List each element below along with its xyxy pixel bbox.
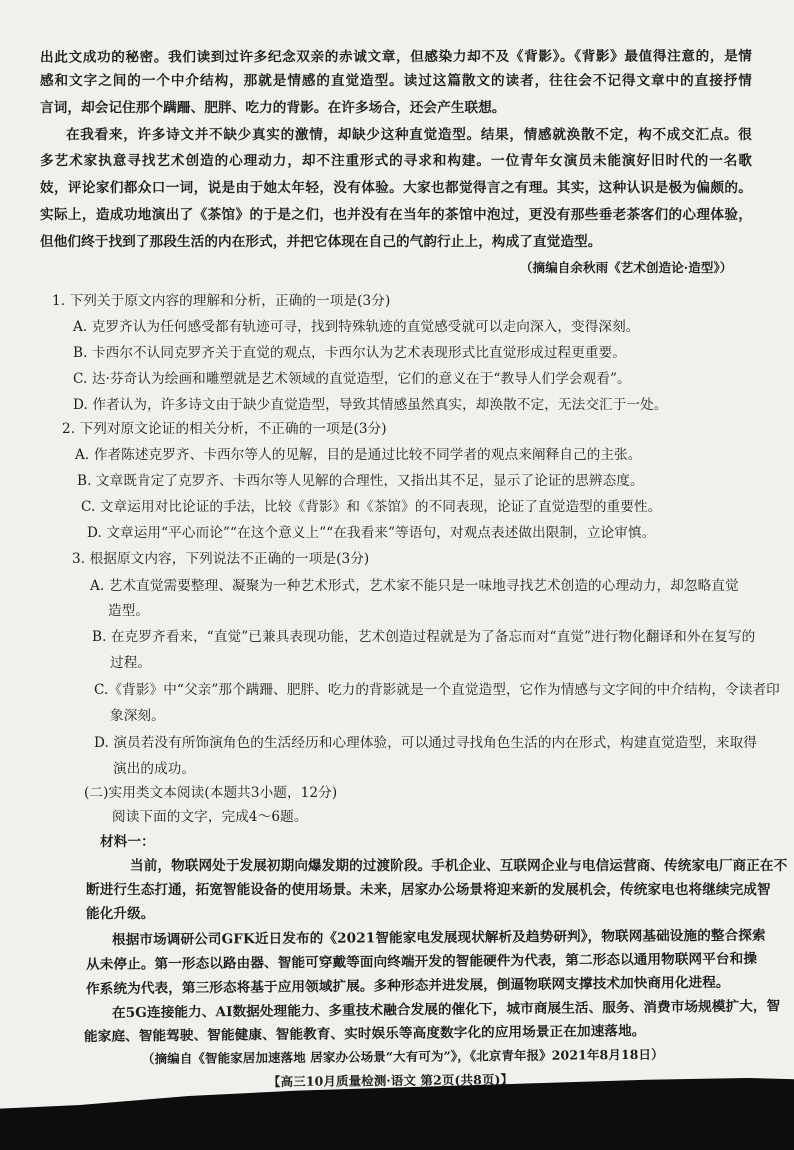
passage-line: 出此文成功的秘密。我们读到过许多纪念双亲的赤诚文章，但感染力却不及《背影》。《背影》最值得注意的，是情	[39, 48, 753, 66]
question-option: C. 文章运用对比论证的手法，比较《背影》和《茶馆》的不同表现，论证了直觉造型的重要性。	[81, 499, 662, 515]
passage-line: 但他们终于找到了那段生活的内在形式，并把它体现在自己的气韵行止上，构成了直觉造型。	[40, 234, 602, 250]
passage-line: 在我看来，许多诗文并不缺少真实的激情，却缺少这种直觉造型。结果，情感就涣散不定，构不成交汇点。很	[66, 127, 752, 143]
passage-line: 妓，评论家们都众口一词，说是由于她太年轻，没有体验。大家也都觉得言之有理。其实，这种认识是极为偏颇的。	[40, 180, 752, 196]
material-line: 当前，物联网处于发展初期向爆发期的过渡阶段。手机企业、互联网企业与电信运营商、传统家电厂商正在不	[130, 858, 788, 874]
question-option: B. 文章既肯定了克罗齐、卡西尔等人见解的合理性，又指出其不足，显示了论证的思辨态度。	[77, 473, 644, 489]
question-option: D. 文章运用“平心而论”“在这个意义上”“在我看来”等语句，对观点表述做出限制，立论审慎。	[87, 525, 656, 541]
material-line: 断进行生态打通，拓宽智能设备的使用场景。未来，居家办公场景将迎来新的发展机会，传统家电也将继续完成智	[86, 882, 771, 898]
material-line: 能化升级。	[86, 906, 155, 922]
passage-line: 多艺术家执意寻找艺术创造的心理动力，却不注重形式的寻求和构建。一位青年女演员未能演好旧时代的一名歌	[40, 153, 752, 169]
question-option-cont: 象深刻。	[110, 708, 165, 724]
passage-line: 言词，却会记住那个蹒跚、肥胖、吃力的背影。在许多场合，还会产生联想。	[40, 100, 506, 116]
question-option: A. 艺术直觉需要整理、凝聚为一种艺术形式，艺术家不能只是一味地寻找艺术创造的心理动力，却忽略直觉	[90, 578, 739, 594]
question-stem: 1. 下列关于原文内容的理解和分析，正确的一项是(3分)	[52, 293, 391, 309]
material-line: 在5G连接能力、AI数据处理能力、多重技术融合发展的催化下，城市商展生活、服务、消费市场规模扩大，智	[111, 998, 781, 1022]
passage-source: （摘编自余秋雨《艺术创造论·造型》）	[520, 260, 733, 275]
question-option: A. 克罗齐认为任何感受都有轨迹可寻，找到特殊轨迹的直觉感受就可以走向深入，变得深刻。	[73, 319, 640, 335]
passage-line: 感和文字之间的一个中介结构，那就是情感的直觉造型。读过这篇散文的读者，往往会不记得文章中的直接抒情	[40, 73, 752, 89]
question-option-cont: 造型。	[108, 603, 150, 619]
question-stem: 2. 下列对原文论证的相关分析，不正确的一项是(3分)	[62, 421, 387, 437]
section-heading: (二)实用类文本阅读(本题共3小题，12分)	[84, 785, 338, 801]
question-stem: 3. 根据原文内容，下列说法不正确的一项是(3分)	[72, 551, 370, 567]
question-option: C. 达·芬奇认为绘画和雕塑就是艺术领域的直觉造型，它们的意义在于“教导人们学会观看”。	[73, 371, 631, 387]
passage-line: 实际上，造成功地演出了《茶馆》的于是之们，也并没有在当年的茶馆中泡过，更没有那些垂老茶客们的心理体验，	[40, 207, 752, 223]
section-instruction: 阅读下面的文字，完成4～6题。	[112, 809, 308, 825]
question-option-cont: 演出的成功。	[113, 761, 196, 777]
page-footer: 【高三10月质量检测·语文 第2页(共8页)】	[267, 1071, 514, 1090]
question-option: D. 演员若没有所饰演角色的生活经历和心理体验，可以通过寻找角色生活的内在形式，构建直觉造型，来取得	[94, 735, 757, 751]
question-option: B. 在克罗齐看来，“直觉”已兼具表现功能，艺术创造过程就是为了备忘而对“直觉”进行物化翻译和外在复写的	[92, 629, 756, 645]
material-line: 作系统为代表，第三形态将基于应用领域扩展。多种形态并进发展，倒逼物联网支撑技术加快商用化进程。	[85, 974, 730, 998]
material-label: 材料一：	[100, 834, 155, 850]
material-line: 从未停止。第一形态以路由器、智能可穿戴等面向终端开发的智能硬件为代表，第二形态以通用物联网平台和操	[85, 950, 758, 973]
question-option: B. 卡西尔不认同克罗齐关于直觉的观点，卡西尔认为艺术表现形式比直觉形成过程更重要。	[73, 345, 626, 361]
material-source: （摘编自《智能家居加速落地 居家办公场景“大有可为”》，《北京青年报》2021年8月18日）	[141, 1046, 664, 1067]
material-line: 能家庭、智能驾驶、智能健康、智能教育、实时娱乐等高度数字化的应用场景正在加速落地。	[83, 1023, 646, 1045]
material-line: 根据市场调研公司GFK近日发布的《2021智能家电发展现状解析及趋势研判》，物联网基础设施的整合探索	[111, 927, 766, 949]
question-option-cont: 过程。	[110, 655, 152, 671]
question-option: C.《背影》中“父亲”那个蹒跚、肥胖、吃力的背影就是一个直觉造型，它作为情感与文字间的中介结构，令读者印	[94, 682, 780, 698]
question-option: D. 作者认为，许多诗文由于缺少直觉造型，导致其情感虽然真实，却涣散不定，无法交汇于一处。	[73, 397, 668, 413]
question-option: A. 作者陈述克罗齐、卡西尔等人的见解，目的是通过比较不同学者的观点来阐释自己的主张。	[75, 447, 642, 463]
